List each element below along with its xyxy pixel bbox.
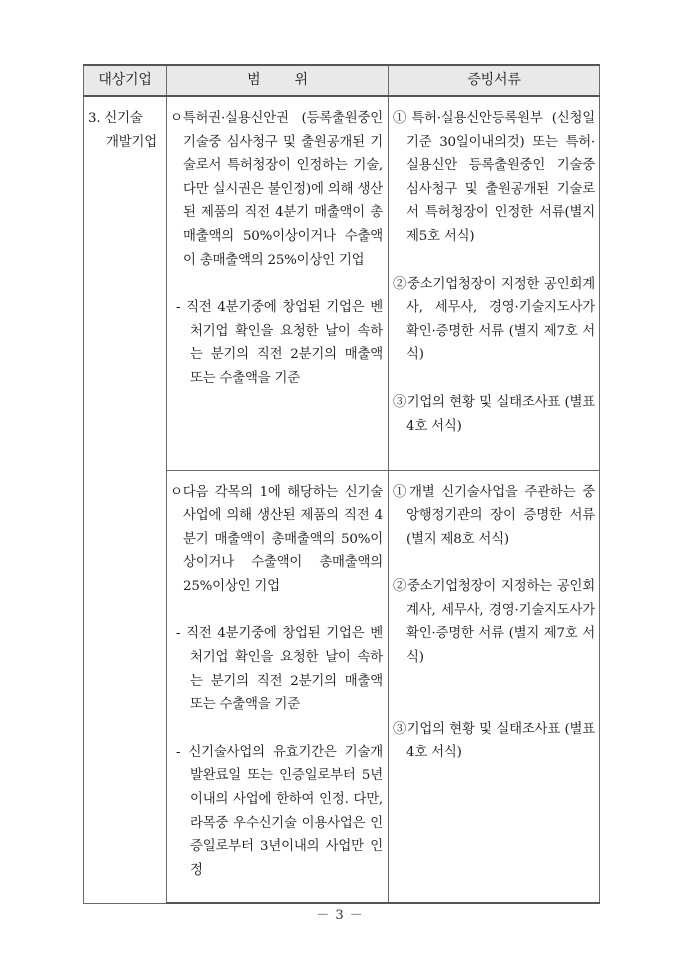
doc-item: ①특허·실용신안등록원부 (신청일기준 30일이내의것) 또는 특허·실용신안 등록출원중인 기술중 심사청구 및 출원공개된 기술로서 특허청장이 인정한 서류(별지 제5호 서식)	[393, 111, 595, 244]
scope-main-item: ㅇ다음 각목의 1에 해당하는 신기술 사업에 의해 생산된 제품의 직전 4분기 매출액이 총매출액의 50%이상이거나 수출액이 총매출액의 25%이상인 기업	[170, 484, 383, 594]
table-row	[84, 96, 600, 470]
header-docs: 증빙서류	[389, 65, 600, 96]
scope-cell	[167, 96, 389, 470]
company-type-cell	[84, 96, 167, 903]
doc-item: ③기업의 현황 및 실태조사표 (별표 4호 서식)	[393, 721, 595, 761]
scope-sub-item: - 직전 4분기중에 창업된 기업은 벤처기업 확인을 요청한 날이 속하는 분기의 직전 2분기의 매출액 또는 수출액을 기준	[176, 626, 383, 713]
scope-main-item: ㅇ특허권·실용신안권 (등록출원중인 기술중 심사청구 및 출원공개된 기술로서 특허청장이 인정하는 기술, 다만 실시권은 불인정)에 의해 생산된 제품의 직전 4분기 매출액이 총매출액의 50%이상이거나 수출액이 총매출액의 25%이상인 기업	[170, 111, 383, 268]
scope-sub-item: - 신기술사업의 유효기간은 기술개발완료일 또는 인증일로부터 5년이내의 사업에 한하여 인정. 다만, 라목중 우수신기술 이용사업은 인증일로부터 3년이내의 사업만 인정	[176, 744, 383, 878]
requirements-table	[83, 64, 600, 904]
header-scope: 범 위	[167, 65, 389, 96]
docs-cell	[389, 96, 600, 470]
doc-item: ①개별 신기술사업을 주관하는 중앙행정기관의 장이 증명한 서류(별지 제8호 서식)	[393, 484, 595, 547]
doc-item: ③기업의 현황 및 실태조사표 (별표 4호 서식)	[393, 394, 595, 434]
header-company: 대상기업	[84, 65, 167, 96]
doc-item: ②중소기업청장이 지정한 공인회계사, 세무사, 경영·기술지도사가 확인·증명한 서류 (별지 제7호 서식)	[393, 276, 595, 363]
scope-sub-item: - 직전 4분기중에 창업된 기업은 벤처기업 확인을 요청한 날이 속하는 분기의 직전 2분기의 매출액 또는 수출액을 기준	[176, 300, 383, 386]
docs-cell	[389, 470, 600, 903]
table-header-row	[84, 65, 600, 96]
company-type-label-cont: 개발기업	[106, 134, 157, 150]
doc-item: ②중소기업청장이 지정하는 공인회계사, 세무사, 경영·기술지도사가 확인·증명한 서류 (별지 제7호 서식)	[393, 579, 595, 666]
scope-cell	[167, 470, 389, 903]
company-type-label: 3. 신기술	[88, 111, 143, 126]
page-number: － 3 －	[316, 908, 364, 923]
